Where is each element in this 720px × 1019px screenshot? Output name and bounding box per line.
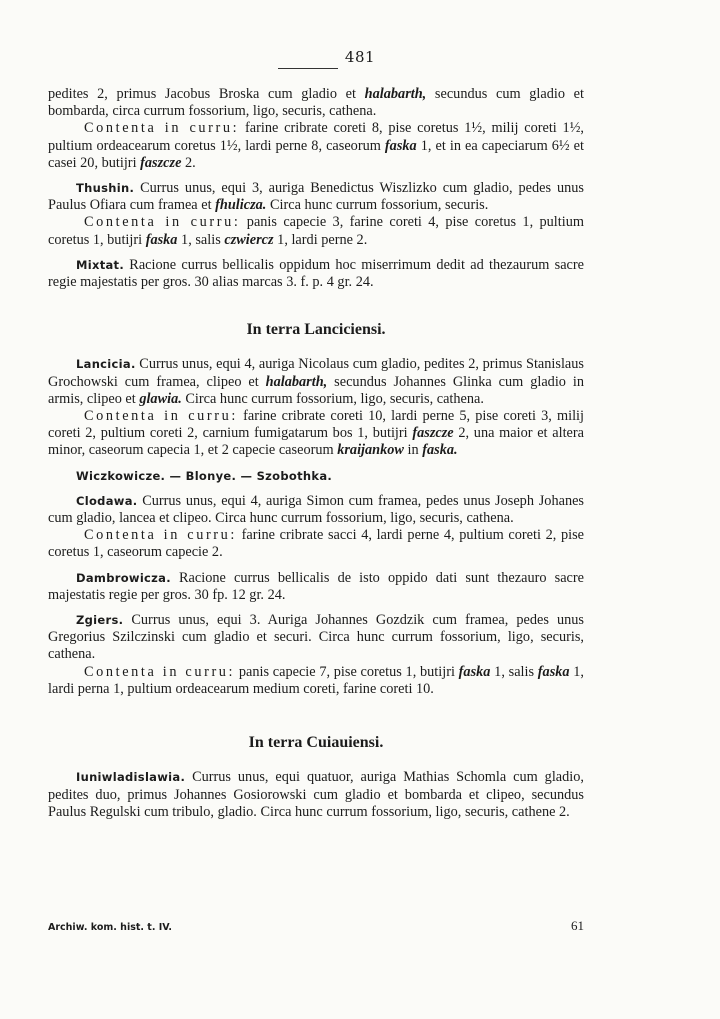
- place-name: Zgiers.: [76, 613, 124, 628]
- contenta-lead: Contenta in curru:: [84, 527, 237, 544]
- text-run: 1, lardi perne 2.: [273, 231, 368, 248]
- contenta-lead: Contenta in curru:: [84, 214, 241, 231]
- text-run: panis capecie 7, pise coretus 1, butijri: [235, 663, 459, 680]
- text-run: Circa hunc currum fossorium, ligo, securis, cathena.: [181, 390, 484, 407]
- paragraph-contenta-3: [48, 408, 584, 460]
- paragraph-thushin: [48, 180, 584, 214]
- section-title-lanciciensi: In terra Lanciciensi.: [246, 321, 386, 339]
- italic-term: halabarth,: [364, 86, 427, 102]
- text-run: 2, una maior et altera minor, caseorum capecia 1, et 2 capecie caseorum: [48, 425, 584, 459]
- paragraph-pedites: [48, 86, 584, 120]
- text-run: Currus unus, equi 3. Auriga Johannes Gozdzik cum framea, pedes unus Gregorius Szilczinski cum gladio et securi. Circa hunc currum fossorium, ligo, securis, cathena.: [48, 612, 584, 663]
- paragraph-zgiers: [48, 612, 584, 664]
- place-name: Mixtat.: [76, 257, 125, 272]
- text-run: in: [403, 442, 423, 459]
- text-run: farine cribrate coreti 10, lardi perne 5, pise coreti 3, milij coreti 2, pultium coreti 2, carnium fumigatarum bos 1, butijri: [48, 408, 584, 442]
- italic-term: glawia.: [139, 390, 182, 407]
- italic-term: faszcze: [412, 425, 454, 442]
- footer-source: Archiw. kom. hist. t. IV.: [48, 922, 173, 933]
- italic-term: halabarth,: [265, 373, 328, 390]
- paragraph-contenta-5: [48, 664, 584, 698]
- italic-term: fhulicza.: [215, 197, 267, 214]
- text-run: Racione currus bellicalis oppidum hoc miserrimum dedit ad thezaurum sacre regie majestatis per gros. 30 alias marcas 3. f. p. 4 gr. 24.: [48, 256, 584, 291]
- italic-term: faska.: [422, 442, 458, 459]
- page-content: [48, 86, 584, 821]
- text-run: pedites 2, primus Jacobus Broska cum gladio et: [48, 86, 365, 102]
- place-name: Lancicia.: [76, 357, 136, 372]
- text-run: 1, lardi perna 1, pultium ordeacearum medium coreti, farine coreti 10.: [48, 663, 585, 697]
- italic-term: faska: [458, 663, 491, 680]
- place-name: Iuniwladislawia.: [76, 770, 186, 785]
- paragraph-contenta-2: [48, 214, 584, 248]
- italic-term: faszcze: [140, 154, 182, 171]
- text-run: panis capecie 3, farine coreti 4, pise coretus 1, pultium coretus 1, butijri: [48, 214, 584, 248]
- paragraph-contenta-4: [48, 527, 584, 561]
- text-run: Circa hunc currum fossorium, securis.: [266, 197, 489, 214]
- text-run: farine cribrate coreti 8, pise coretus 1½, milij coreti 1½, pultium ordeacearum coretus 1½, lardi perne 8, caseorum: [48, 120, 584, 154]
- text-run: farine cribrate sacci 4, lardi perne 4, pultium coreti 2, pise coretus 1, caseorum capecie 2.: [48, 527, 584, 561]
- italic-term: faska: [537, 663, 570, 680]
- paragraph-iuniwladislawia: [48, 769, 584, 821]
- page-number-rule: [278, 68, 338, 69]
- section-title-cuiauiensi: In terra Cuiauiensi.: [248, 734, 384, 752]
- text-run: Currus unus, equi 4, auriga Simon cum framea, pedes unus Joseph Johanes cum gladio, lancea et clipeo. Circa hunc currum fossorium, ligo, securis, cathena.: [48, 492, 584, 527]
- footer-signature-number: 61: [571, 918, 584, 933]
- text-run: Currus unus, equi 3, auriga Benedictus Wiszlizko cum gladio, pedes unus Paulus Ofiara cum framea et: [48, 180, 584, 214]
- place-name: Clodawa.: [76, 493, 138, 508]
- paragraph-contenta-1: [48, 120, 584, 172]
- paragraph-clodawa: [48, 493, 584, 527]
- text-run: Currus unus, equi quatuor, auriga Mathias Schomla cum gladio, pedites duo, primus Johannes Gosiorowski cum gladio et bombarda et clipeo, secundus Paulus Regulski cum tribulo, gladio. Circa hunc currum fossorium, ligo, securis, cathene 2.: [48, 769, 584, 820]
- text-run: 1, salis: [177, 231, 225, 248]
- paragraph-dambrowicza: [48, 570, 584, 604]
- contenta-lead: Contenta in curru:: [84, 408, 238, 425]
- text-run: Currus unus, equi 4, auriga Nicolaus cum gladio, pedites 2, primus Stanislaus Grochowski cum framea, clipeo et: [48, 356, 584, 390]
- place-names-list: Wiczkowicze. — Blonye. — Szobothka.: [76, 468, 333, 483]
- text-run: secundus Johannes Glinka cum gladio in armis, clipeo et: [48, 373, 584, 407]
- italic-term: faska: [384, 137, 417, 154]
- page-number: 481: [344, 48, 376, 66]
- contenta-lead: Contenta in curru:: [84, 663, 236, 680]
- text-run: secundus cum gladio et bombarda, circa currum fossorium, ligo, securis, cathena.: [48, 86, 584, 120]
- place-name: Dambrowicza.: [76, 570, 171, 585]
- text-run: Racione currus bellicalis de isto oppido dati sunt thezauro sacre majestatis regie per gros. 30 fp. 12 gr. 24.: [48, 569, 584, 603]
- italic-term: faska: [145, 231, 178, 248]
- paragraph-towns-list: [48, 468, 584, 485]
- place-name: Thushin.: [76, 181, 135, 196]
- italic-term: czwiercz: [224, 231, 274, 248]
- text-run: 2.: [181, 154, 196, 171]
- paragraph-lancicia: [48, 356, 584, 408]
- text-run: 1, et in ea capeciarum 6½ et casei 20, butijri: [48, 137, 584, 171]
- page-footer: [48, 918, 584, 933]
- italic-term: kraijankow: [337, 442, 404, 459]
- paragraph-mixtat: [48, 257, 584, 291]
- text-run: 1, salis: [490, 663, 538, 680]
- contenta-lead: Contenta in curru:: [84, 120, 240, 137]
